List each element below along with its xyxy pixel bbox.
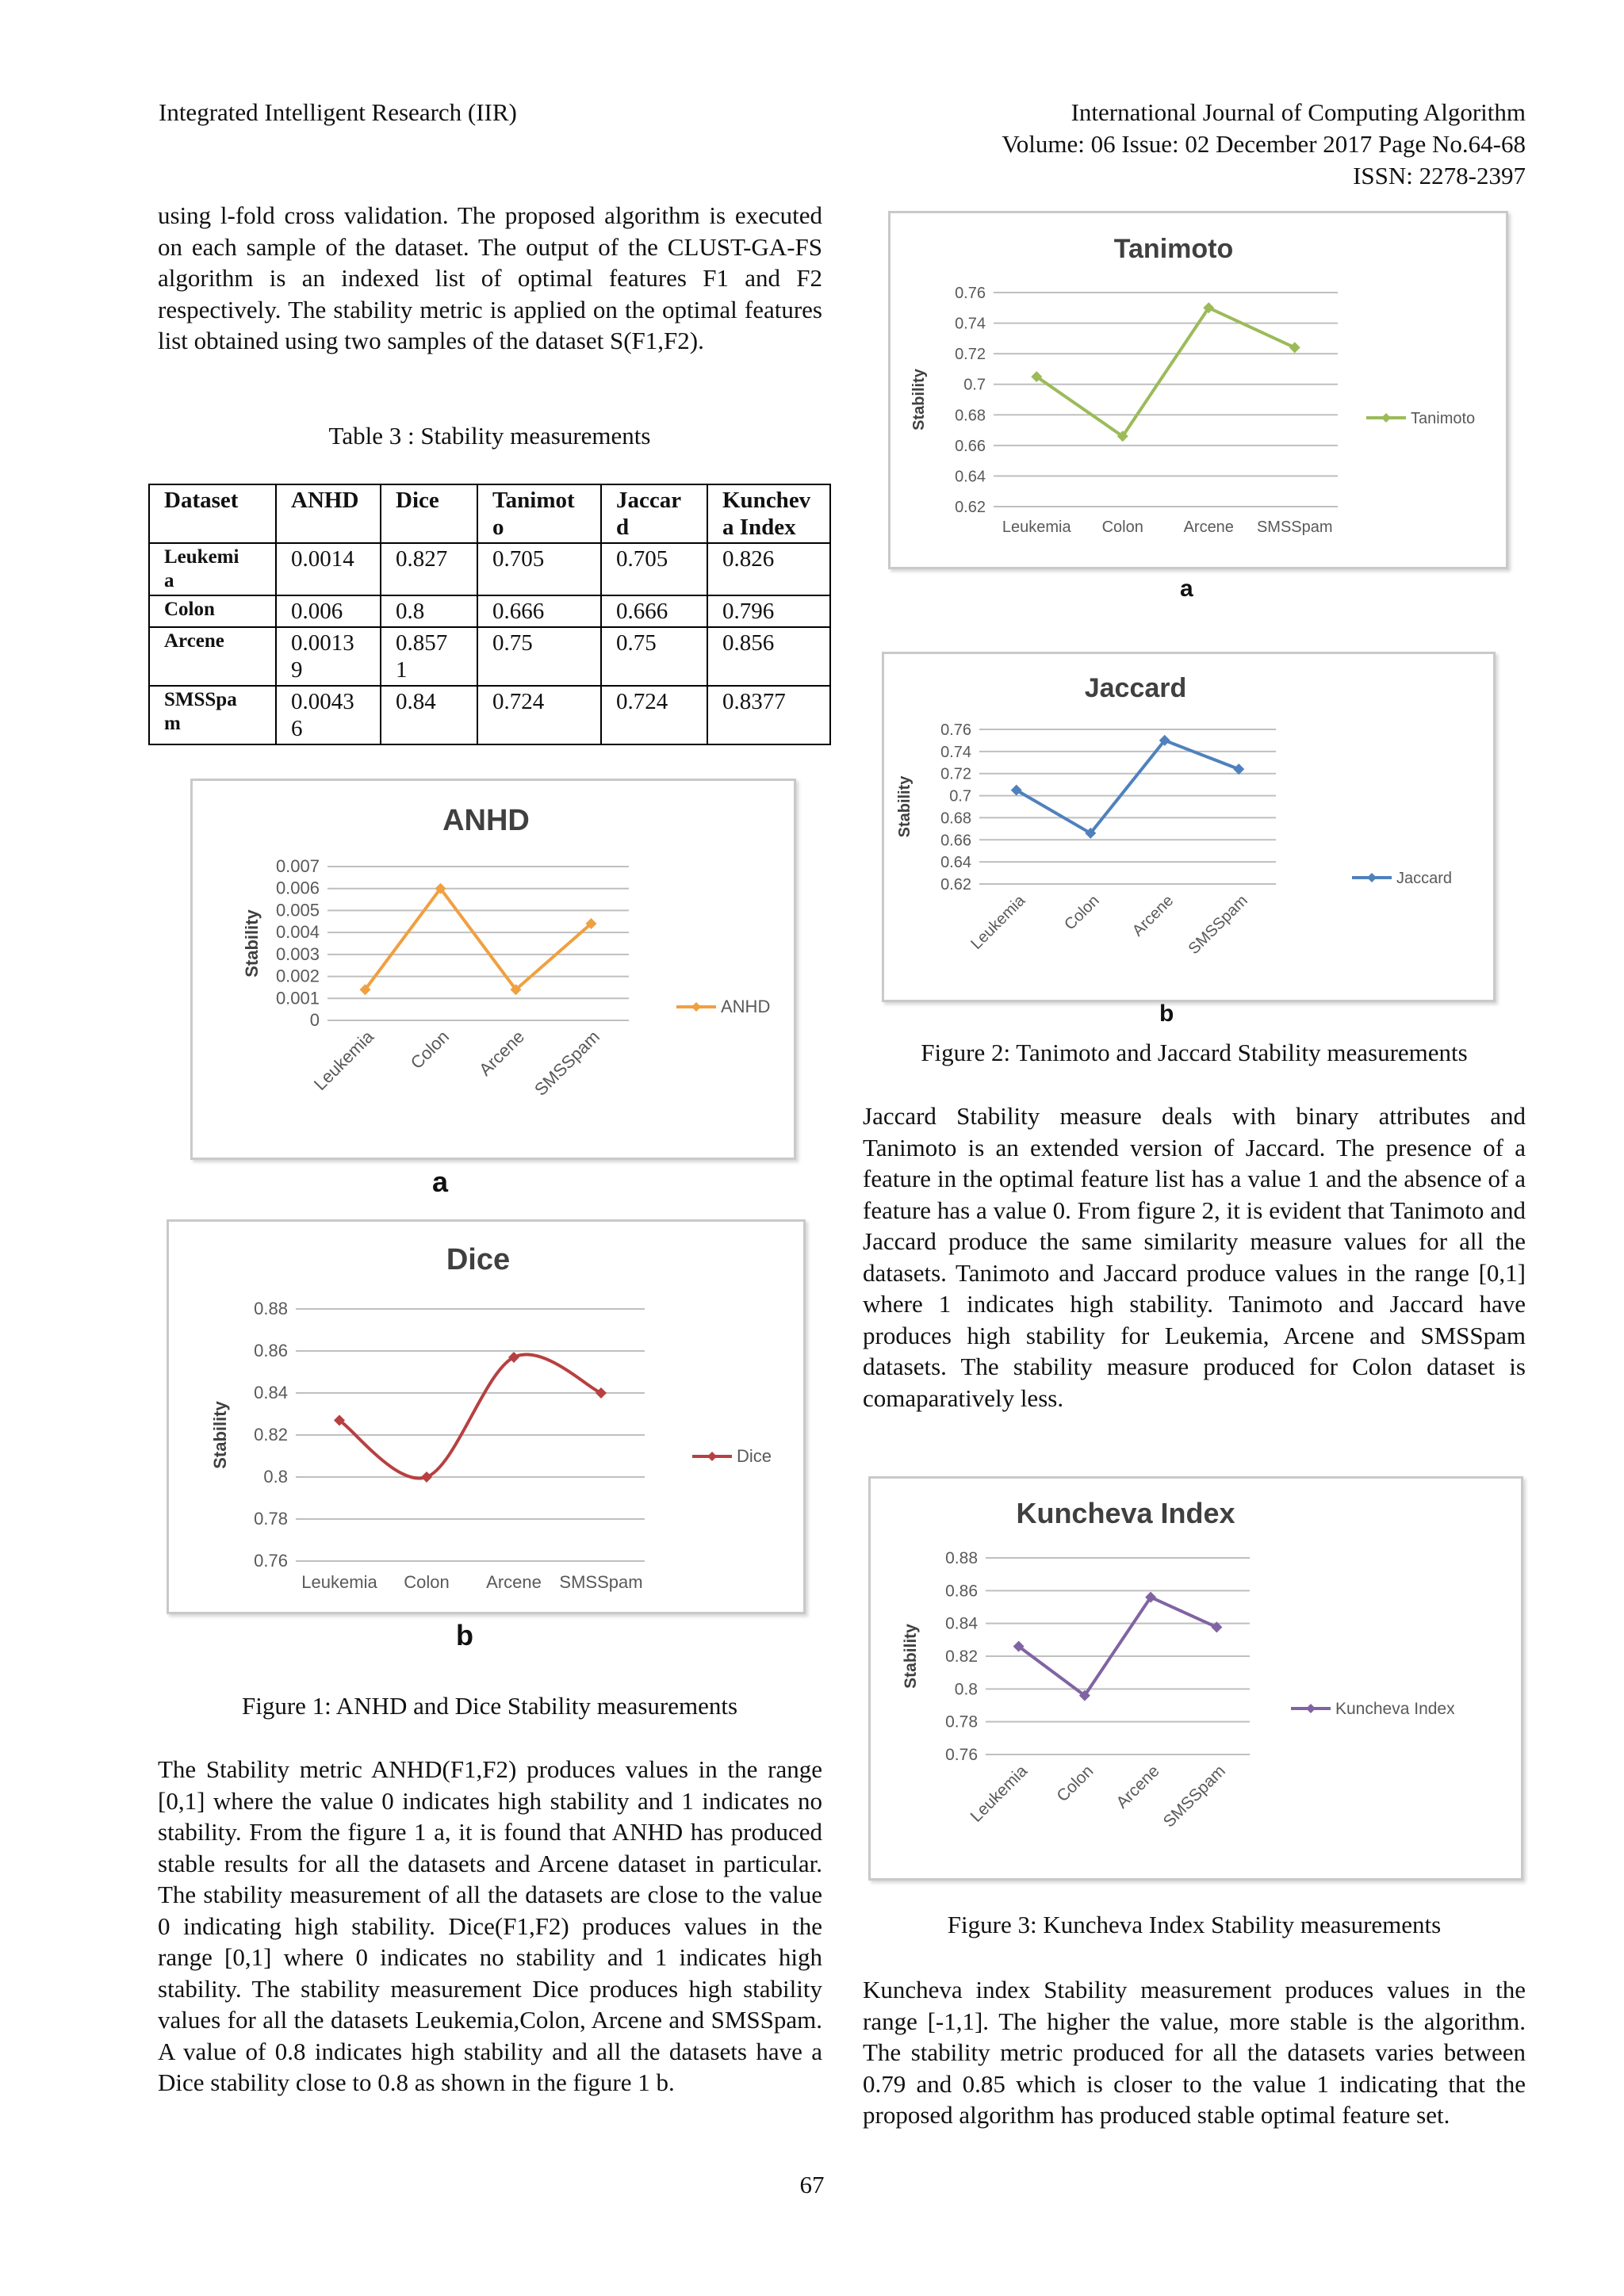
y-tick-label: 0.76: [945, 1746, 978, 1764]
table-row-dataset-cell: Arcene: [149, 627, 276, 686]
table-cell: 0.75: [601, 627, 707, 686]
y-tick-label: 0.82: [254, 1425, 288, 1445]
y-tick-label: 0.88: [254, 1299, 288, 1318]
table-cell: 0.724: [601, 686, 707, 744]
y-tick-label: 0.74: [940, 743, 971, 761]
table-cell: 0.8377: [707, 686, 830, 744]
table-cell: 0.827: [381, 543, 477, 595]
table-header-cell: ANHD: [276, 484, 381, 543]
y-tick-label: 0.84: [254, 1383, 288, 1402]
y-tick-label: 0.88: [945, 1549, 978, 1567]
series-line: [1017, 740, 1239, 833]
figure2-sublabel-b: b: [1159, 1001, 1174, 1027]
legend-label: Tanimoto: [1411, 410, 1476, 427]
y-tick-label: 0.78: [254, 1509, 288, 1529]
y-tick-label: 0.003: [275, 943, 320, 964]
paragraph-tanimoto-jaccard: Jaccard Stability measure deals with binary attributes and Tanimoto is an extended version of Jaccard. The presence of a feature in the optimal feature list has a value 1 and the absence of a feature has a value 0. From figure 2, it is evident that Tanimoto and Jaccard produce the same similarity measure values for all the datasets. Tanimoto and Jaccard produce values in the range [0,1] where 1 indicates high stability. Tanimoto and Jaccard have produces high stability for Leukemia, Arcene and SMSSpam datasets. The stability measure produced for Colon dataset is comaparatively less.: [863, 1102, 1526, 1412]
y-tick-label: 0.68: [940, 809, 971, 828]
x-tick-label: SMSSpam: [559, 1572, 643, 1592]
figure3-caption: Figure 3: Kuncheva Index Stability measurements: [947, 1911, 1442, 1938]
legend-marker: [1367, 873, 1377, 882]
y-tick-label: 0.7: [963, 376, 986, 394]
tanimoto-chart: [888, 211, 1508, 569]
stability-table: [148, 484, 831, 745]
legend-marker: [1306, 1704, 1316, 1713]
table-cell: 0.666: [477, 595, 601, 627]
dice-chart: [167, 1219, 806, 1614]
y-tick-label: 0.8: [263, 1467, 288, 1487]
series-line: [1036, 308, 1295, 436]
y-tick-label: 0.62: [955, 499, 986, 516]
x-tick-label: Colon: [404, 1572, 450, 1592]
x-tick-label: SMSSpam: [530, 1026, 604, 1100]
x-tick-label: Arcene: [486, 1572, 542, 1592]
journal-right-header: [812, 97, 1526, 192]
chart-title: Jaccard: [1084, 673, 1187, 703]
x-tick-label: Arcene: [475, 1026, 529, 1080]
page-number: 67: [799, 2171, 825, 2198]
series-line: [366, 889, 592, 989]
x-tick-label: SMSSpam: [1159, 1762, 1229, 1831]
table-cell: 0.006: [276, 595, 381, 627]
table-cell: 0.8: [381, 595, 477, 627]
y-tick-label: 0.82: [945, 1647, 978, 1666]
table-cell: 0.84: [381, 686, 477, 744]
y-tick-label: 0.84: [945, 1614, 978, 1633]
paragraph-intro: using l-fold cross validation. The proposed algorithm is executed on each sample of the dataset. The output of the CLUST-GA-FS algorithm is an indexed list of optimal features F1 and F2 respectively. The stability metric is applied on the optimal features list obtained using two samples of the dataset S(F1,F2).: [158, 201, 822, 354]
y-tick-label: 0.66: [955, 437, 986, 455]
x-tick-label: Colon: [406, 1026, 454, 1073]
kuncheva-chart: [868, 1476, 1523, 1881]
x-tick-label: Leukemia: [309, 1026, 378, 1094]
x-tick-label: Arcene: [1113, 1762, 1163, 1812]
anhd-chart: [190, 779, 796, 1160]
anhd-chart-svg: [193, 781, 794, 1158]
chart-title: Kuncheva Index: [1016, 1497, 1235, 1529]
series-line: [339, 1354, 601, 1478]
chart-title: Tanimoto: [1113, 234, 1234, 264]
legend-label: Dice: [737, 1446, 772, 1466]
table-cell: 0.0043 6: [276, 686, 381, 744]
y-axis-label: Stability: [910, 369, 928, 430]
table-row: [149, 595, 830, 627]
figure1-caption: Figure 1: ANHD and Dice Stability measurements: [241, 1692, 738, 1720]
journal-left-header: Integrated Intelligent Research (IIR): [159, 98, 517, 126]
legend-label: ANHD: [721, 997, 771, 1016]
y-tick-label: 0.86: [945, 1582, 978, 1601]
y-tick-label: 0.005: [275, 900, 320, 920]
table-cell: 0.796: [707, 595, 830, 627]
y-tick-label: 0.72: [940, 765, 971, 783]
x-tick-label: Arcene: [1183, 519, 1234, 536]
x-tick-label: Leukemia: [967, 1762, 1032, 1826]
table-cell: 0.705: [477, 543, 601, 595]
figure1-sublabel-b: b: [456, 1619, 473, 1651]
y-tick-label: 0.76: [254, 1551, 288, 1571]
table-row: [149, 543, 830, 595]
x-tick-label: Arcene: [1128, 891, 1178, 940]
table-row-dataset-cell: Colon: [149, 595, 276, 627]
legend-marker: [691, 1002, 701, 1012]
y-axis-label: Stability: [210, 1401, 230, 1469]
table-header-cell: Jaccar d: [601, 484, 707, 543]
kuncheva-chart-svg: [871, 1479, 1521, 1878]
paragraph-anhd-dice: The Stability metric ANHD(F1,F2) produces values in the range [0,1] where the value 0 indicates high stability and 1 indicates no stability. From the figure 1 a, it is found that ANHD has produced stable results for all the datasets and Arcene dataset in particular. The stability measurement of all the datasets are close to the value 0 indicating high stability. Dice(F1,F2) produces values in the range [0,1] where 0 indicates no stability and 1 indicates high stability. The stability measurement Dice produces high stability values for all the datasets Leukemia,Colon, Arcene and SMSSpam. A value of 0.8 indicates high stability and all the datasets have a Dice stability close to 0.8 as shown in the figure 1 b.: [158, 1755, 822, 2096]
y-tick-label: 0.62: [940, 876, 971, 894]
figure1-sublabel-a: a: [432, 1165, 449, 1198]
figure2-caption: Figure 2: Tanimoto and Jaccard Stability measurements: [921, 1039, 1468, 1066]
table-cell: 0.856: [707, 627, 830, 686]
table-cell: 0.826: [707, 543, 830, 595]
x-tick-label: Colon: [1061, 891, 1103, 934]
dice-chart-svg: [169, 1222, 803, 1612]
y-tick-label: 0.007: [275, 856, 320, 876]
y-tick-label: 0.76: [955, 285, 986, 302]
table-cell: 0.857 1: [381, 627, 477, 686]
table-header-cell: Dice: [381, 484, 477, 543]
table-cell: 0.75: [477, 627, 601, 686]
y-axis-label: Stability: [902, 1624, 920, 1689]
table-row: [149, 686, 830, 744]
legend-label: Jaccard: [1396, 870, 1453, 887]
legend-marker: [1381, 413, 1391, 423]
y-tick-label: 0.78: [945, 1712, 978, 1732]
y-tick-label: 0.8: [954, 1680, 978, 1699]
x-tick-label: Leukemia: [301, 1572, 377, 1592]
table-header-cell: Tanimot o: [477, 484, 601, 543]
y-tick-label: 0.64: [955, 468, 986, 486]
x-tick-label: SMSSpam: [1256, 519, 1333, 536]
table-cell: 0.666: [601, 595, 707, 627]
table-row-dataset-cell: SMSSpa m: [149, 686, 276, 744]
journal-issn: ISSN: 2278-2397: [1353, 162, 1526, 189]
figure2-sublabel-a: a: [1180, 576, 1193, 602]
y-tick-label: 0.74: [955, 315, 986, 333]
data-point: [1289, 342, 1300, 353]
table-cell: 0.0013 9: [276, 627, 381, 686]
data-point: [421, 1471, 432, 1483]
tanimoto-chart-svg: [891, 213, 1506, 567]
x-tick-label: SMSSpam: [1185, 891, 1251, 959]
y-tick-label: 0.002: [275, 966, 320, 986]
table-cell: 0.724: [477, 686, 601, 744]
chart-title: Dice: [446, 1243, 511, 1276]
y-tick-label: 0.7: [949, 787, 971, 806]
table-header-row: [149, 484, 830, 543]
table-cell: 0.0014: [276, 543, 381, 595]
table-caption: Table 3 : Stability measurements: [328, 422, 651, 450]
y-tick-label: 0.66: [940, 832, 971, 850]
y-tick-label: 0.72: [955, 346, 986, 364]
chart-title: ANHD: [442, 804, 530, 837]
y-tick-label: 0.006: [275, 878, 320, 898]
y-tick-label: 0.76: [940, 721, 971, 739]
y-tick-label: 0.68: [955, 407, 986, 425]
x-tick-label: Colon: [1101, 519, 1143, 536]
table-row-dataset-cell: Leukemi a: [149, 543, 276, 595]
table-header-cell: Dataset: [149, 484, 276, 543]
table-header-cell: Kunchev a Index: [707, 484, 830, 543]
y-axis-label: Stability: [896, 775, 914, 838]
y-tick-label: 0.004: [275, 922, 320, 943]
jaccard-chart-svg: [884, 654, 1493, 1000]
x-tick-label: Leukemia: [1002, 519, 1071, 536]
y-axis-label: Stability: [242, 909, 262, 978]
legend-marker: [707, 1452, 717, 1461]
table-row: [149, 627, 830, 686]
paragraph-kuncheva: Kuncheva index Stability measurement produces values in the range [-1,1]. The higher the value, more stable is the algorithm. The stability metric produced for all the datasets varies between 0.79 and 0.85 which is closer to the value 1 indicating that the proposed algorithm has produced stable optimal feature set.: [863, 1976, 1526, 2129]
y-tick-label: 0.64: [940, 854, 971, 872]
x-tick-label: Leukemia: [967, 891, 1029, 953]
y-tick-label: 0: [309, 1010, 320, 1030]
y-tick-label: 0.001: [275, 988, 320, 1008]
y-tick-label: 0.86: [254, 1341, 288, 1360]
jaccard-chart: [882, 652, 1496, 1002]
table-cell: 0.705: [601, 543, 707, 595]
series-line: [1019, 1598, 1217, 1696]
journal-volume: Volume: 06 Issue: 02 December 2017 Page No.64-68: [1002, 130, 1526, 158]
journal-name: International Journal of Computing Algorithm: [1071, 98, 1526, 126]
legend-label: Kuncheva Index: [1335, 1700, 1455, 1718]
x-tick-label: Colon: [1053, 1762, 1097, 1806]
